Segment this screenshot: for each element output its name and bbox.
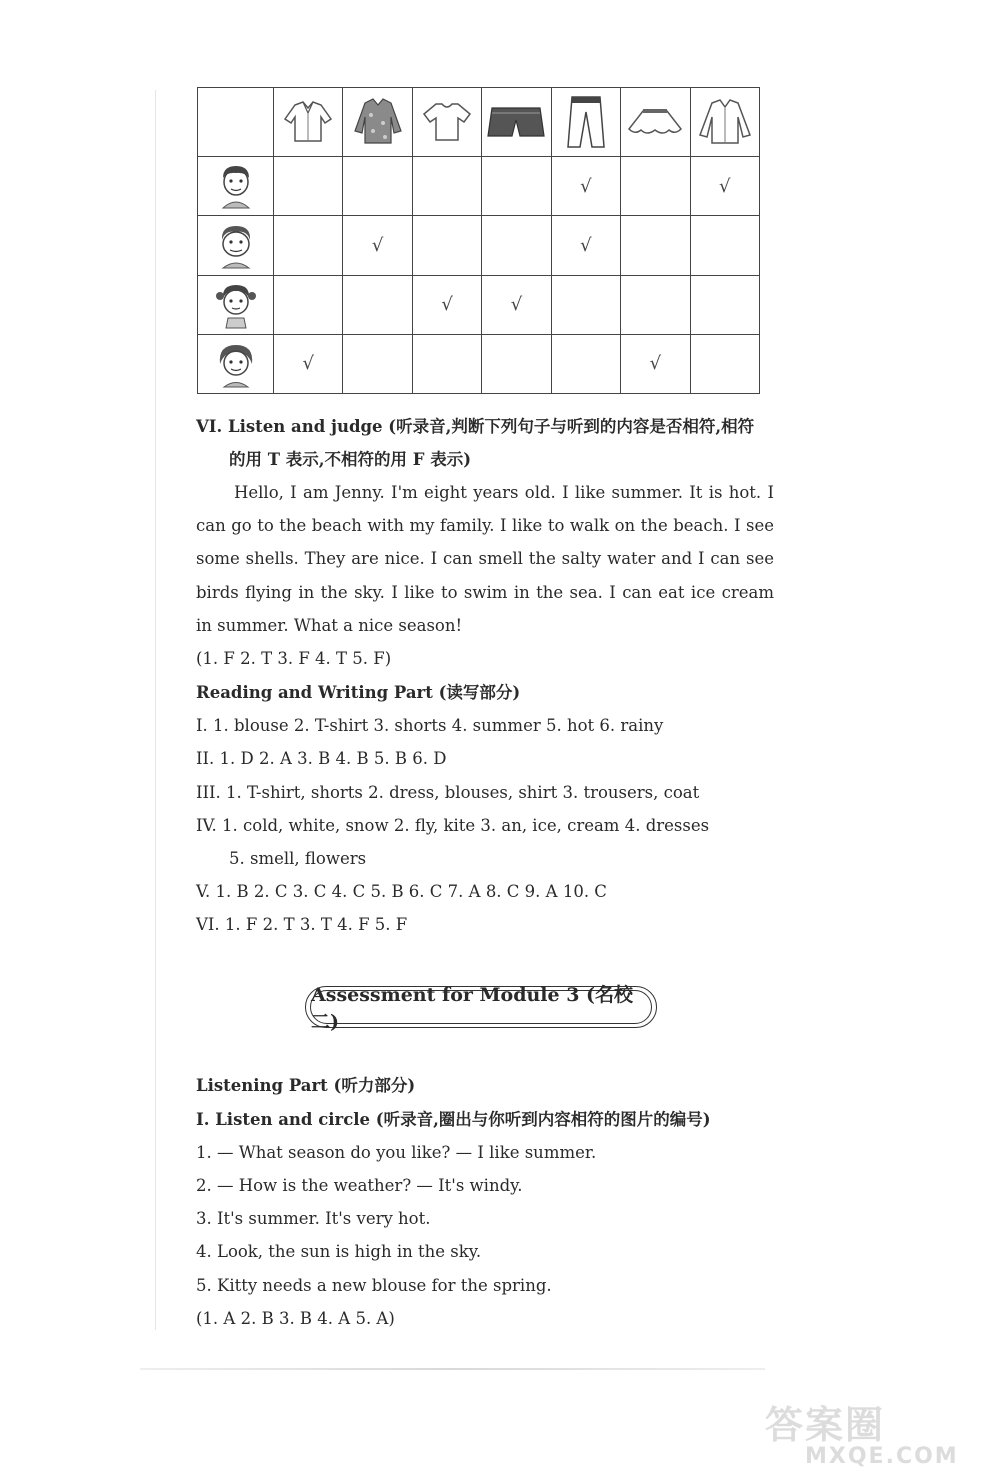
watermark-logo-text: 答案圈: [765, 1403, 886, 1447]
blouse-icon: [281, 99, 335, 145]
coat-icon: [351, 97, 405, 147]
vi-listen-heading: VI. Listen and judge (听录音,判断下列句子与听到的内容是否相符,相符: [196, 417, 755, 436]
grid-header-trousers: [551, 88, 620, 157]
listening-answers: (1. A 2. B 3. B 4. A 5. A): [196, 1309, 395, 1328]
vi-listen-heading-cont: 的用 T 表示,不相符的用 F 表示): [229, 450, 472, 469]
trousers-icon: [564, 94, 608, 150]
grid-cell: [621, 275, 690, 334]
t-shirt-icon: [420, 100, 474, 144]
grid-cell: √: [551, 216, 620, 275]
grid-header-coat: [343, 88, 412, 157]
margin-line: [155, 90, 156, 1330]
grid-cell: √: [621, 334, 690, 393]
grid-row: [198, 157, 760, 216]
boy-face-icon: [215, 222, 257, 270]
rw-answer-iv-cont: 5. smell, flowers: [229, 849, 367, 868]
grid-cell: [274, 275, 343, 334]
grid-cell: [482, 334, 551, 393]
grid-cell: [412, 157, 481, 216]
grid-face-cell: [198, 157, 274, 216]
bottom-rule: [140, 1368, 765, 1370]
grid-header-row: [198, 88, 760, 157]
shorts-icon: [486, 104, 546, 140]
grid-cell: [412, 216, 481, 275]
clothes-grid: [197, 87, 760, 394]
rw-answer-vi: VI. 1. F 2. T 3. T 4. F 5. F: [196, 915, 408, 934]
grid-cell: [690, 216, 759, 275]
grid-cell: [621, 216, 690, 275]
grid-cell: [551, 334, 620, 393]
grid-cell: [412, 334, 481, 393]
grid-cell: √: [551, 157, 620, 216]
grid-cell: [343, 157, 412, 216]
grid-face-cell: [198, 216, 274, 275]
rw-answer-v: V. 1. B 2. C 3. C 4. C 5. B 6. C 7. A 8. C 9. A 10. C: [196, 882, 607, 901]
rw-answer-i: I. 1. blouse 2. T-shirt 3. shorts 4. summer 5. hot 6. rainy: [196, 716, 664, 735]
listen-item: 3. It's summer. It's very hot.: [196, 1209, 431, 1228]
listening-title: Listening Part (听力部分): [196, 1076, 416, 1095]
grid-cell: [274, 216, 343, 275]
grid-header-blouse: [274, 88, 343, 157]
grid-header-shorts: [482, 88, 551, 157]
vi-listen-passage: Hello, I am Jenny. I'm eight years old. I like summer. It is hot. I can go to the beach with my family. I like to walk on the beach. I see some shells. They are nice. I can smell the salty water and I can see birds flying in the sky. I like to swim in the sea. I can eat ice cream in summer. What a nice season!: [196, 483, 774, 635]
skirt-icon: [625, 105, 685, 139]
girl-face-icon: [214, 340, 258, 388]
listen-item: 1. — What season do you like? — I like summer.: [196, 1143, 597, 1162]
grid-cell: [482, 216, 551, 275]
rw-answer-iv: IV. 1. cold, white, snow 2. fly, kite 3. an, ice, cream 4. dresses: [196, 816, 710, 835]
grid-cell: √: [690, 157, 759, 216]
watermark: [765, 1405, 1000, 1471]
reading-writing-title: Reading and Writing Part (读写部分): [196, 683, 521, 702]
listen-item: 2. — How is the weather? — It's windy.: [196, 1176, 523, 1195]
grid-face-cell: [198, 334, 274, 393]
rw-answer-iii: III. 1. T-shirt, shorts 2. dress, blouses, shirt 3. trousers, coat: [196, 783, 700, 802]
grid-header-t-shirt: [412, 88, 481, 157]
grid-row: [198, 216, 760, 275]
girl-face-icon: [214, 280, 258, 330]
grid-cell: [551, 275, 620, 334]
grid-face-cell: [198, 275, 274, 334]
grid-cell: √: [274, 334, 343, 393]
boy-face-icon: [215, 162, 257, 210]
listen-item: 5. Kitty needs a new blouse for the spring.: [196, 1276, 552, 1295]
grid-cell: √: [343, 216, 412, 275]
grid-row: [198, 275, 760, 334]
assessment-banner: [305, 984, 657, 1033]
grid-cell: √: [482, 275, 551, 334]
grid-cell: [274, 157, 343, 216]
assessment-title: Assessment for Module 3 (名校二): [310, 990, 652, 1024]
grid-header-shirt: [690, 88, 759, 157]
grid-cell: [343, 334, 412, 393]
listen-item: 4. Look, the sun is high in the sky.: [196, 1242, 482, 1261]
watermark-url: MXQE.COM: [805, 1444, 959, 1469]
grid-cell: [690, 275, 759, 334]
grid-cell: [690, 334, 759, 393]
grid-corner: [198, 88, 274, 157]
grid-row: [198, 334, 760, 393]
grid-cell: [482, 157, 551, 216]
grid-cell: √: [412, 275, 481, 334]
grid-header-skirt: [621, 88, 690, 157]
shirt-icon: [696, 97, 754, 147]
listen-circle-heading: I. Listen and circle (听录音,圈出与你听到内容相符的图片的编号): [196, 1110, 711, 1129]
grid-cell: [343, 275, 412, 334]
rw-answer-ii: II. 1. D 2. A 3. B 4. B 5. B 6. D: [196, 749, 447, 768]
grid-cell: [621, 157, 690, 216]
vi-listen-answers: (1. F 2. T 3. F 4. T 5. F): [196, 649, 392, 668]
